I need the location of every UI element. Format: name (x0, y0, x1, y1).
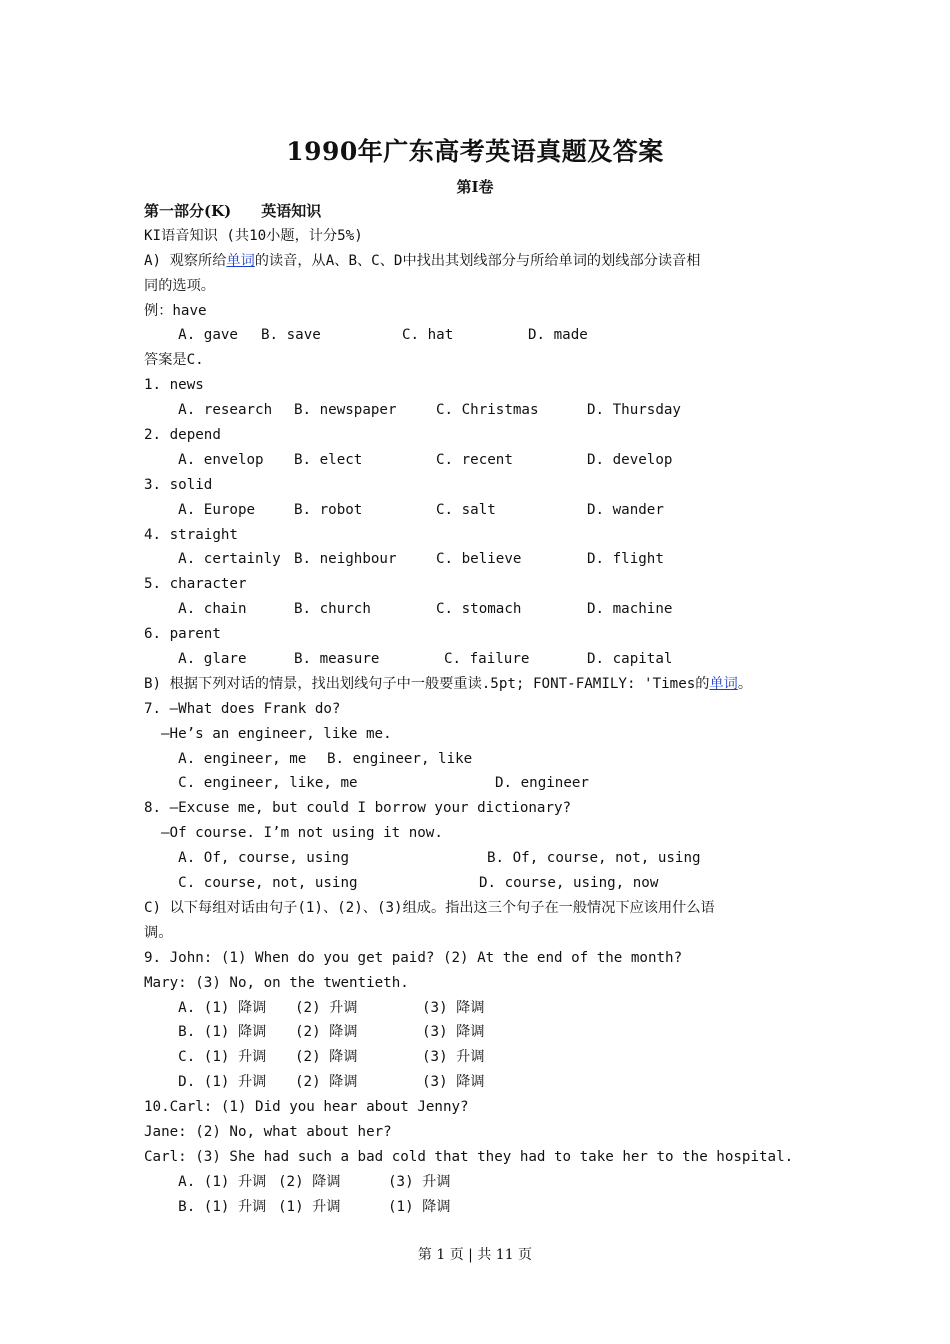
option: (2) 降调 (295, 1074, 358, 1091)
option: A. certainly (178, 551, 281, 568)
option: D. made (528, 327, 588, 344)
question-7-options-row2 (144, 771, 814, 796)
option: B. newspaper (294, 402, 397, 419)
option: D. develop (587, 451, 673, 468)
section-heading: 第一部分(K) 英语知识 (144, 202, 322, 220)
page-title: 1990年广东高考英语真题及答案 (286, 137, 664, 166)
part-b-instruction (144, 672, 814, 697)
question-9-option-b (144, 1020, 814, 1045)
part-b-text-end: 。 (737, 675, 753, 692)
option: A. envelop (178, 451, 264, 468)
option: D. machine (587, 601, 673, 618)
page-footer: 第 1 页 | 共 11 页 (417, 1247, 533, 1263)
option: B. (1) 降调 (178, 1024, 267, 1041)
option: A. (1) 升调 (178, 1173, 267, 1190)
option: C. salt (436, 501, 496, 518)
option: D. capital (587, 651, 673, 668)
part-c-instruction-cont: 调。 (144, 924, 173, 941)
option: (1) 升调 (278, 1198, 341, 1215)
question-6: 6. parent (144, 626, 221, 643)
question-8-options-row2 (144, 871, 814, 896)
option: A. chain (178, 601, 247, 618)
question-9-mary: Mary: (3) No, on the twentieth. (144, 974, 409, 991)
question-4-options (144, 547, 814, 572)
example-word: 例：have (144, 302, 207, 319)
option: (3) 降调 (422, 1074, 485, 1091)
word-link[interactable]: 单词 (226, 252, 255, 269)
option: C. stomach (436, 601, 522, 618)
question-3: 3. solid (144, 476, 213, 493)
part-b-text: B) 根据下列对话的情景，找出划线句子中一般要重读.5pt; FONT-FAMILY: 'Times的 (144, 675, 710, 692)
option: B. church (294, 601, 371, 618)
question-10-option-a (144, 1170, 814, 1195)
option: (2) 降调 (295, 1049, 358, 1066)
question-10-carl-reply: Carl: (3) She had such a bad cold that they had to take her to the hospital. (144, 1148, 794, 1165)
part-a-instruction-cont: 同的选项。 (144, 277, 215, 294)
option: C. course, not, using (178, 875, 358, 892)
option: A. gave (178, 327, 238, 344)
part-a-text-cont: 的读音，从A、B、C、D中找出其划线部分与所给单词的划线部分读音相 (254, 252, 701, 269)
option: (2) 降调 (295, 1024, 358, 1041)
question-7-options-row1 (144, 747, 814, 772)
option: (3) 升调 (388, 1173, 451, 1190)
option: (3) 升调 (422, 1049, 485, 1066)
question-4: 4. straight (144, 526, 238, 543)
question-8-options-row1 (144, 846, 814, 871)
option: D. course, using, now (479, 875, 659, 892)
question-2: 2. depend (144, 427, 221, 444)
question-10-option-b (144, 1195, 814, 1220)
question-7-reply: —He’s an engineer, like me. (161, 725, 392, 742)
part-a-instruction (144, 249, 814, 274)
question-8-reply: —Of course. I’m not using it now. (161, 825, 443, 842)
word-link[interactable]: 单词 (709, 675, 738, 692)
option: D. flight (587, 551, 664, 568)
question-9-john: 9. John: (1) When do you get paid? (2) At the end of the month? (144, 949, 683, 966)
option: B. elect (294, 451, 363, 468)
option: B. engineer, like (327, 750, 473, 767)
option: B. robot (294, 501, 363, 518)
question-1: 1. news (144, 377, 204, 394)
option: C. hat (402, 327, 454, 344)
option: B. save (261, 327, 321, 344)
option: B. (1) 升调 (178, 1198, 267, 1215)
question-8: 8. —Excuse me, but could I borrow your dictionary? (144, 800, 572, 817)
option: C. recent (436, 451, 513, 468)
option: D. Thursday (587, 402, 681, 419)
option: (1) 降调 (388, 1198, 451, 1215)
part-a-text: A) 观察所给 (144, 252, 227, 269)
option: A. research (178, 402, 273, 419)
ki-header: KI语音知识 (共10小题，计分5%) (144, 227, 363, 244)
question-3-options (144, 498, 814, 523)
option: A. engineer, me (178, 750, 307, 767)
option: (3) 降调 (422, 999, 485, 1016)
question-2-options (144, 448, 814, 473)
option: (2) 升调 (295, 999, 358, 1016)
option: D. wander (587, 501, 664, 518)
option: C. Christmas (436, 402, 539, 419)
question-9-option-a (144, 996, 814, 1021)
example-options (144, 323, 814, 348)
question-5-options (144, 597, 814, 622)
option: A. Of, course, using (178, 850, 350, 867)
question-9-option-c (144, 1045, 814, 1070)
option: D. engineer (495, 775, 589, 792)
option: D. (1) 升调 (178, 1074, 267, 1091)
option: C. failure (444, 651, 530, 668)
document-body (144, 199, 814, 1220)
option: C. engineer, like, me (178, 775, 358, 792)
option: C. believe (436, 551, 522, 568)
question-10-jane: Jane: (2) No, what about her? (144, 1123, 392, 1140)
question-10-carl: 10.Carl: (1) Did you hear about Jenny? (144, 1099, 469, 1116)
question-9-option-d (144, 1070, 814, 1095)
example-answer: 答案是C. (144, 352, 204, 369)
option: A. (1) 降调 (178, 999, 267, 1016)
question-1-options (144, 398, 814, 423)
question-5: 5. character (144, 576, 247, 593)
option: B. Of, course, not, using (487, 850, 701, 867)
option: (2) 降调 (278, 1173, 341, 1190)
part-c-instruction: C) 以下每组对话由句子(1)、(2)、(3)组成。指出这三个句子在一般情况下应该用什么语 (144, 899, 715, 916)
option: A. Europe (178, 501, 256, 518)
option: C. (1) 升调 (178, 1049, 267, 1066)
option: B. measure (294, 651, 380, 668)
option: (3) 降调 (422, 1024, 485, 1041)
question-6-options (144, 647, 814, 672)
question-7: 7. —What does Frank do? (144, 700, 341, 717)
option: B. neighbour (294, 551, 397, 568)
option: A. glare (178, 651, 247, 668)
volume-heading: 第I卷 (456, 178, 494, 196)
